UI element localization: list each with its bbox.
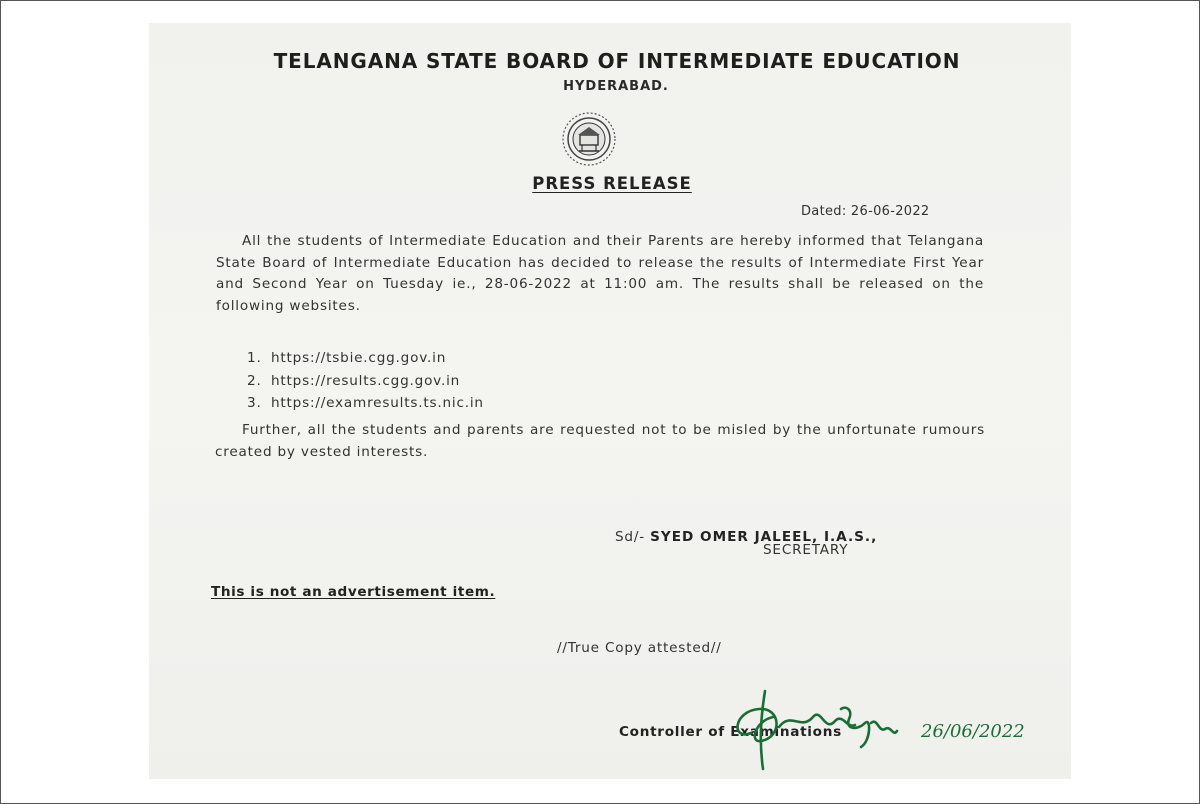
warning-text: Further, all the students and parents are requested not to be misled by the unfortunate rumours created by vested interests.	[215, 422, 985, 460]
website-link[interactable]: https://tsbie.cgg.gov.in	[271, 350, 447, 366]
list-item[interactable]: 1. https://tsbie.cgg.gov.in	[247, 350, 447, 366]
website-link[interactable]: https://examresults.ts.nic.in	[271, 395, 484, 411]
controller-designation: Controller of Examinations	[619, 724, 842, 740]
press-release-document	[149, 23, 1071, 779]
signatory-designation: SECRETARY	[763, 542, 849, 558]
list-item[interactable]: 2. https://results.cgg.gov.in	[247, 372, 461, 389]
announcement-text: All the students of Intermediate Education and their Parents are hereby informed that Telangana State Board of Intermediate Education has decided to release the results of Intermediate First Year and Second Year on Tuesday ie., 28-06-2022 at 11:00 am. The results shall be released on the following websites.	[216, 233, 984, 314]
handwritten-signature	[721, 671, 1061, 771]
warning-paragraph	[215, 420, 985, 463]
list-item[interactable]: 3. https://examresults.ts.nic.in	[247, 395, 484, 411]
signature-date: 26/06/2022	[921, 721, 1025, 742]
signatory-name: SYED OMER JALEEL, I.A.S.,	[650, 529, 878, 545]
website-list	[247, 347, 484, 415]
document-title: TELANGANA STATE BOARD OF INTERMEDIATE EDUCATION	[273, 49, 961, 73]
announcement-paragraph	[216, 231, 984, 317]
true-copy-attestation: //True Copy attested//	[557, 640, 722, 656]
board-emblem-icon	[561, 111, 617, 167]
signatory-prefix: Sd/-	[615, 529, 645, 545]
advertisement-notice: This is not an advertisement item.	[211, 584, 496, 600]
website-link[interactable]: https://results.cgg.gov.in	[271, 372, 461, 389]
release-date: Dated: 26-06-2022	[801, 204, 930, 219]
press-release-heading: PRESS RELEASE	[532, 174, 692, 193]
document-subtitle: HYDERABAD.	[563, 79, 669, 94]
